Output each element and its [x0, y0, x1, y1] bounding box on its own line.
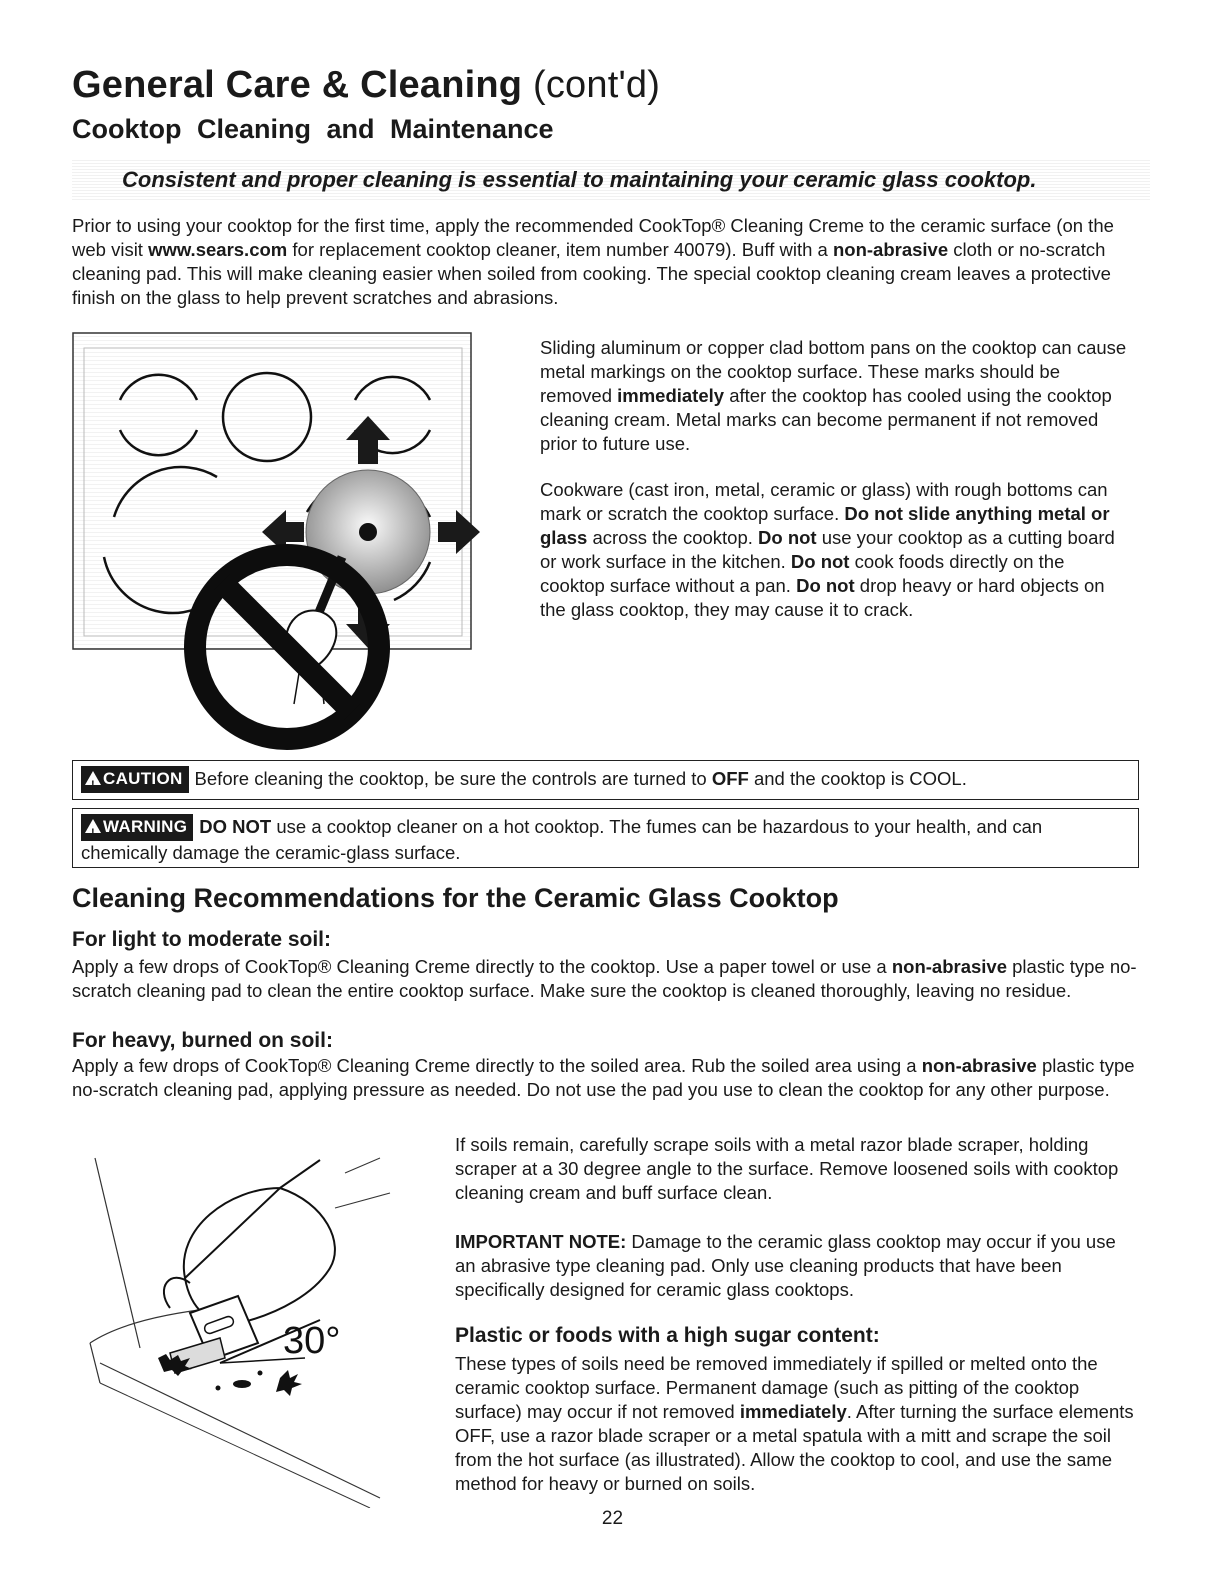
- page-number: 22: [601, 1508, 624, 1529]
- banner-text: Consistent and proper cleaning is essential to maintaining your ceramic glass cooktop.: [122, 167, 1037, 192]
- warning-label: !WARNING: [81, 814, 193, 841]
- section-subtitle: Cooktop Cleaning and Maintenance: [72, 114, 554, 144]
- scraper-illustration: [80, 1148, 420, 1508]
- warning-triangle-icon: [85, 771, 101, 785]
- cooktop-no-slide-illustration: [72, 332, 490, 752]
- warning-notice: !WARNING DO NOT use a cooktop cleaner on a hot cooktop. The fumes can be hazardous to your health, and can chemically damage the ceramic-glass surface.: [72, 808, 1139, 868]
- sliding-paragraph: Sliding aluminum or copper clad bottom pans on the cooktop can cause metal markings on the cooktop surface. These marks should be removed immediately after the cooktop has cooled using the cooktop cleaning cream. Metal marks can become permanent if not removed prior to future use.: [540, 337, 1127, 454]
- web-link[interactable]: www.sears.com: [148, 239, 288, 260]
- angle-label: 30°: [283, 1320, 341, 1362]
- heavy-soil-paragraph: Apply a few drops of CookTop® Cleaning Creme directly to the soiled area. Rub the soiled area using a non-abrasive plastic type no-scratch cleaning pad, applying pressure as needed. Do not use the pad you use to clean the cooktop for any other purpose.: [72, 1055, 1135, 1100]
- scrape-paragraph: If soils remain, carefully scrape soils with a metal razor blade scraper, holding scraper at a 30 degree angle to the surface. Remove loosened soils with cooktop cleaning cream and buff surface clean.: [455, 1134, 1119, 1203]
- intro-paragraph: Prior to using your cooktop for the first time, apply the recommended CookTop® Cleaning Creme to the ceramic surface (on the web visit www.sears.com for replacement cooktop cleaner, item number 40079). Buff with a non-abrasive cloth or no-scratch cleaning pad. This will make cleaning easier when soiled from cooking. The special cooktop cleaning cream leaves a protective finish on the glass to help prevent scratches and abrasions.: [72, 215, 1114, 308]
- emphasis-banner: [72, 160, 1150, 200]
- page-title: General Care & Cleaning (cont'd): [72, 64, 661, 106]
- sugar-heading: Plastic or foods with a high sugar content:: [455, 1324, 880, 1347]
- important-note: IMPORTANT NOTE: Damage to the ceramic glass cooktop may occur if you use an abrasive type cleaning pad. Only use cleaning products that have been specifically designed for ceramic glass cooktops.: [455, 1231, 1116, 1300]
- light-soil-heading: For light to moderate soil:: [72, 928, 332, 951]
- recommendations-heading: Cleaning Recommendations for the Ceramic Glass Cooktop: [72, 883, 839, 913]
- caution-label: !CAUTION: [81, 766, 189, 793]
- warning-triangle-icon: [85, 819, 101, 833]
- cookware-paragraph: Cookware (cast iron, metal, ceramic or glass) with rough bottoms can mark or scratch the cooktop surface. Do not slide anything metal or glass across the cooktop. Do not use your cooktop as a cutting board or work surface in the kitchen. Do not cook foods directly on the cooktop surface without a pan. Do not drop heavy or hard objects on the glass cooktop, they may cause it to crack.: [540, 479, 1115, 620]
- caution-notice: !CAUTION Before cleaning the cooktop, be sure the controls are turned to OFF and the cooktop is COOL.: [72, 760, 1139, 800]
- sugar-paragraph: These types of soils need be removed immediately if spilled or melted onto the ceramic cooktop surface. Permanent damage (such as pitting of the cooktop surface) may occur if not removed immediately. After turning the surface elements OFF, use a razor blade scraper or a metal spatula with a mitt and scrape the soil from the hot surface (as illustrated). Allow the cooktop to cool, and use the same method for heavy or burned on soils.: [455, 1353, 1134, 1494]
- heavy-soil-heading: For heavy, burned on soil:: [72, 1029, 333, 1052]
- light-soil-paragraph: Apply a few drops of CookTop® Cleaning Creme directly to the cooktop. Use a paper towel or use a non-abrasive plastic type no-scratch cleaning pad to clean the entire cooktop surface. Make sure the cooktop is cleaned thoroughly, leaving no residue.: [72, 956, 1137, 1001]
